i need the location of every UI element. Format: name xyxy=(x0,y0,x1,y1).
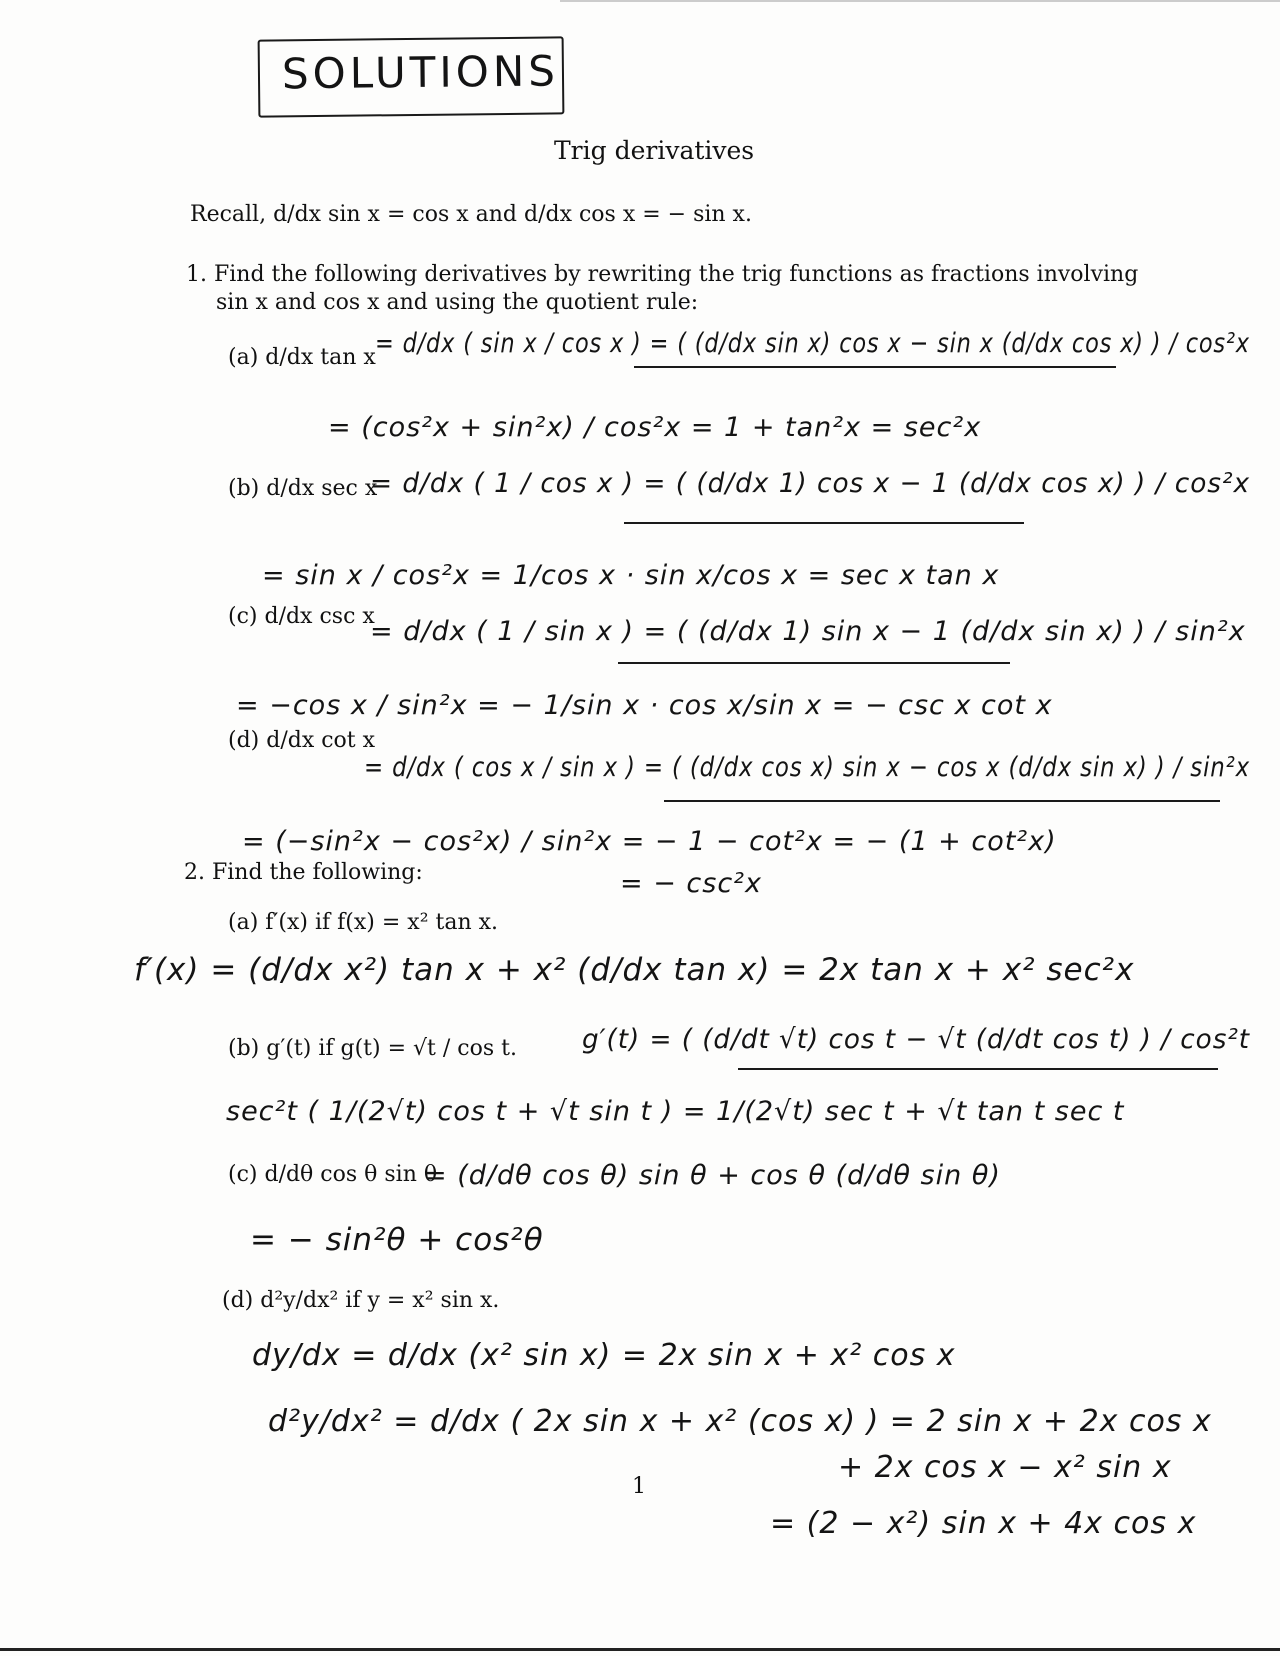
problem1b-label: (b) d/dx sec x xyxy=(228,476,378,501)
problem2c-label: (c) d/dθ cos θ sin θ xyxy=(228,1162,438,1187)
problem1a-line1: = d/dx ( sin x / cos x ) = ( (d/dx sin x) cos x − sin x (d/dx cos x) ) / cos²x xyxy=(375,328,1250,359)
problem1-prompt-line2: sin x and cos x and using the quotient rule: xyxy=(216,290,699,315)
problem1c-line2: = −cos x / sin²x = − 1/sin x · cos x/sin x = − csc x cot x xyxy=(236,690,1053,721)
problem2d-label: (d) d²y/dx² if y = x² sin x. xyxy=(222,1288,500,1313)
solutions-label: SOLUTIONS xyxy=(281,46,560,99)
problem1a-line2: = (cos²x + sin²x) / cos²x = 1 + tan²x = sec²x xyxy=(328,412,982,443)
problem1d-line1: = d/dx ( cos x / sin x ) = ( (d/dx cos x) sin x − cos x (d/dx sin x) ) / sin²x xyxy=(364,752,1251,783)
problem2-prompt: 2. Find the following: xyxy=(184,860,423,885)
problem1-prompt-line1: 1. Find the following derivatives by rewriting the trig functions as fractions involving xyxy=(186,262,1139,287)
solutions-box xyxy=(258,36,565,117)
problem1c-fraction-bar xyxy=(618,662,1010,664)
scan-edge-top xyxy=(560,0,1280,2)
problem1d-label: (d) d/dx cot x xyxy=(228,728,376,753)
problem1b-line2: = sin x / cos²x = 1/cos x · sin x/cos x = sec x tan x xyxy=(262,560,1000,591)
problem1b-line1: = d/dx ( 1 / cos x ) = ( (d/dx 1) cos x − 1 (d/dx cos x) ) / cos²x xyxy=(370,468,1251,499)
problem2b-label: (b) g′(t) if g(t) = √t / cos t. xyxy=(228,1036,517,1061)
problem1d-line2: = (−sin²x − cos²x) / sin²x = − 1 − cot²x = − (1 + cot²x) xyxy=(242,826,1057,857)
problem2b-work1: g′(t) = ( (d/dt √t) cos t − √t (d/dt cos t) ) / cos²t xyxy=(582,1024,1251,1055)
page-number: 1 xyxy=(632,1474,646,1499)
problem1b-fraction-bar xyxy=(624,522,1024,524)
problem2d-work4: = (2 − x²) sin x + 4x cos x xyxy=(770,1506,1197,1541)
problem2a-label: (a) f′(x) if f(x) = x² tan x. xyxy=(228,910,499,935)
problem2d-work1: dy/dx = d/dx (x² sin x) = 2x sin x + x² cos x xyxy=(252,1338,956,1373)
problem1c-line1: = d/dx ( 1 / sin x ) = ( (d/dx 1) sin x − 1 (d/dx sin x) ) / sin²x xyxy=(370,616,1246,647)
problem1c-label: (c) d/dx csc x xyxy=(228,604,375,629)
recall-line: Recall, d/dx sin x = cos x and d/dx cos x = − sin x. xyxy=(190,202,752,227)
problem1a-fraction-bar xyxy=(634,366,1116,368)
problem2c-work1: = (d/dθ cos θ) sin θ + cos θ (d/dθ sin θ) xyxy=(424,1160,1001,1191)
problem2a-work: f′(x) = (d/dx x²) tan x + x² (d/dx tan x) = 2x tan x + x² sec²x xyxy=(134,952,1135,988)
problem2c-work2: = − sin²θ + cos²θ xyxy=(250,1222,544,1258)
problem1a-label: (a) d/dx tan x xyxy=(228,345,376,370)
page-title: Trig derivatives xyxy=(554,136,755,165)
problem1d-line3: = − csc²x xyxy=(620,868,762,899)
scan-edge-bottom xyxy=(0,1648,1280,1651)
problem2d-work2: d²y/dx² = d/dx ( 2x sin x + x² (cos x) ) = 2 sin x + 2x cos x xyxy=(268,1404,1212,1439)
problem1d-fraction-bar xyxy=(664,800,1220,802)
problem2b-fraction-bar xyxy=(738,1068,1218,1070)
problem2d-work3: + 2x cos x − x² sin x xyxy=(838,1450,1172,1485)
problem2b-work2: sec²t ( 1/(2√t) cos t + √t sin t ) = 1/(2√t) sec t + √t tan t sec t xyxy=(226,1096,1125,1127)
